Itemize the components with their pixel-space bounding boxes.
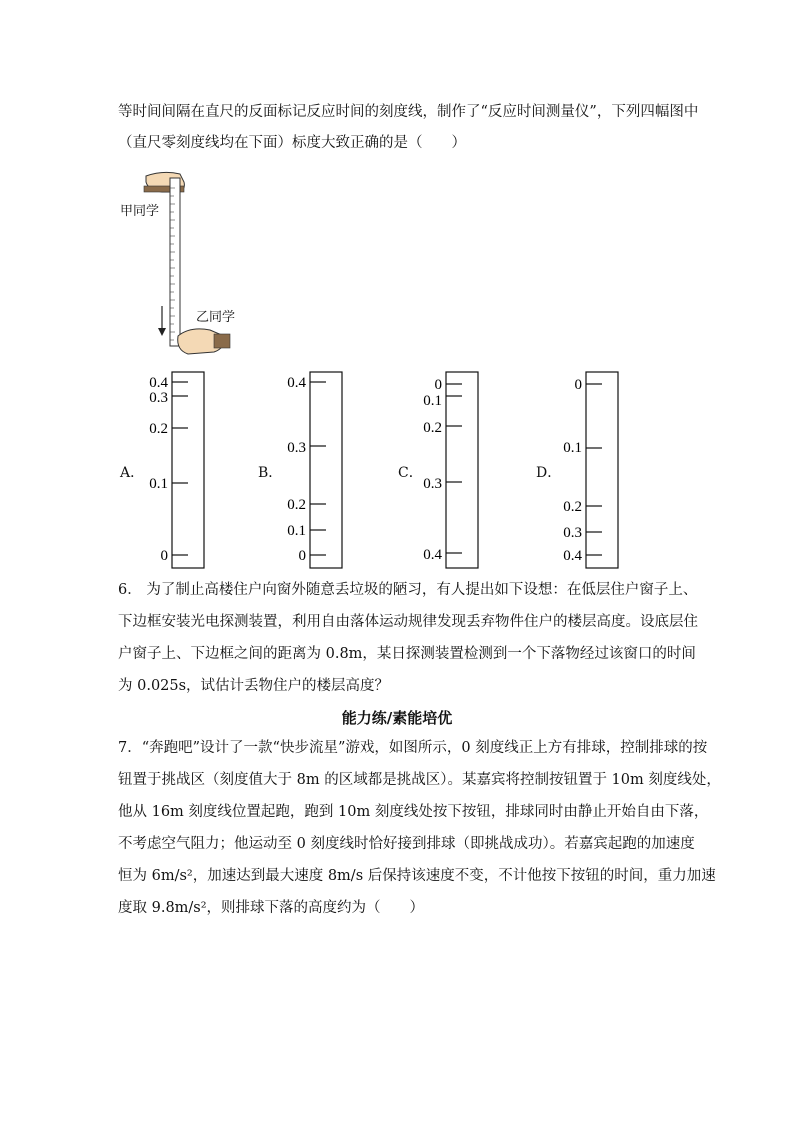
- ruler-setup-figure: [118, 168, 258, 358]
- tick-label: 0: [434, 377, 442, 393]
- option-b-letter: B．: [258, 465, 283, 481]
- q7-line-3: 他从 16m 刻度线位置起跑，跑到 10m 刻度线处按下按钮，排球同时由静止开始自由下落，: [118, 804, 709, 820]
- tick-label: 0.3: [287, 440, 306, 456]
- ruler-icon: [170, 178, 180, 346]
- option-a-letter: A．: [120, 465, 145, 481]
- tick-label: 0.1: [563, 440, 582, 456]
- tick-label: 0.4: [149, 375, 168, 391]
- student-a-label: 甲同学: [120, 204, 160, 219]
- q5-line-2: （直尺零刻度线均在下面）标度大致正确的是（ ）: [118, 135, 466, 151]
- student-b-label: 乙同学: [196, 310, 236, 325]
- tick-label: 0.2: [287, 497, 306, 513]
- tick-label: 0.4: [423, 547, 442, 563]
- tick-label: 0.4: [563, 548, 582, 564]
- q5-line-1: 等时间间隔在直尺的反面标记反应时间的刻度线，制作了“反应时间测量仪”，下列四幅图中: [118, 104, 699, 120]
- tick-label: 0.1: [149, 476, 168, 492]
- ruler-setup-illustration: [118, 168, 258, 358]
- q6-line-4: 为 0.025s，试估计丢物住户的楼层高度？: [118, 678, 390, 694]
- q7-line-1: 7．“奔跑吧”设计了一款“快步流星”游戏，如图所示，0 刻度线正上方有排球，控制排球的按: [118, 740, 708, 756]
- q7-line-2: 钮置于挑战区（刻度值大于 8m 的区域都是挑战区）。某嘉宾将控制按钮置于 10m 刻度线处，: [118, 772, 721, 788]
- tick-label: 0.2: [149, 421, 168, 437]
- bottom-sleeve-icon: [214, 334, 230, 348]
- q7-line-5: 恒为 6m/s²，加速达到最大速度 8m/s 后保持该速度不变，不计他按下按钮的时间，重力加速: [118, 868, 716, 884]
- tick-label: 0.2: [563, 499, 582, 515]
- tick-label: 0: [574, 377, 582, 393]
- section-heading: 能力练/素能培优: [341, 709, 453, 727]
- tick-label: 0.1: [423, 393, 442, 409]
- tick-label: 0: [298, 548, 306, 564]
- tick-label: 0.2: [423, 420, 442, 436]
- tick-label: 0.1: [287, 523, 306, 539]
- q6-line-3: 户窗子上、下边框之间的距离为 0.8m，某日探测装置检测到一个下落物经过该窗口的时间: [118, 646, 696, 662]
- option-d-letter: D．: [536, 465, 562, 481]
- tick-label: 0.3: [563, 525, 582, 541]
- q6-line-1: 6． 为了制止高楼住户向窗外随意丢垃圾的陋习，有人提出如下设想：在低层住户窗子上、: [118, 582, 698, 598]
- tick-label: 0.3: [423, 476, 442, 492]
- q7-line-4: 不考虑空气阻力；他运动至 0 刻度线时恰好接到排球（即挑战成功）。若嘉宾起跑的加速度: [118, 836, 695, 852]
- option-c-ruler: [414, 366, 484, 570]
- tick-label: 0.4: [287, 375, 306, 391]
- tick-label: 0.3: [149, 390, 168, 406]
- option-c-letter: C．: [398, 465, 423, 481]
- q6-line-2: 下边框安装光电探测装置，利用自由落体运动规律发现丢弃物件住户的楼层高度。设底层住: [118, 614, 698, 630]
- option-a-ruler: [140, 366, 210, 570]
- q7-line-6: 度取 9.8m/s²，则排球下落的高度约为（ ）: [118, 900, 425, 916]
- option-d-ruler: [554, 366, 624, 570]
- option-b-ruler: [278, 366, 348, 570]
- tick-label: 0: [160, 548, 168, 564]
